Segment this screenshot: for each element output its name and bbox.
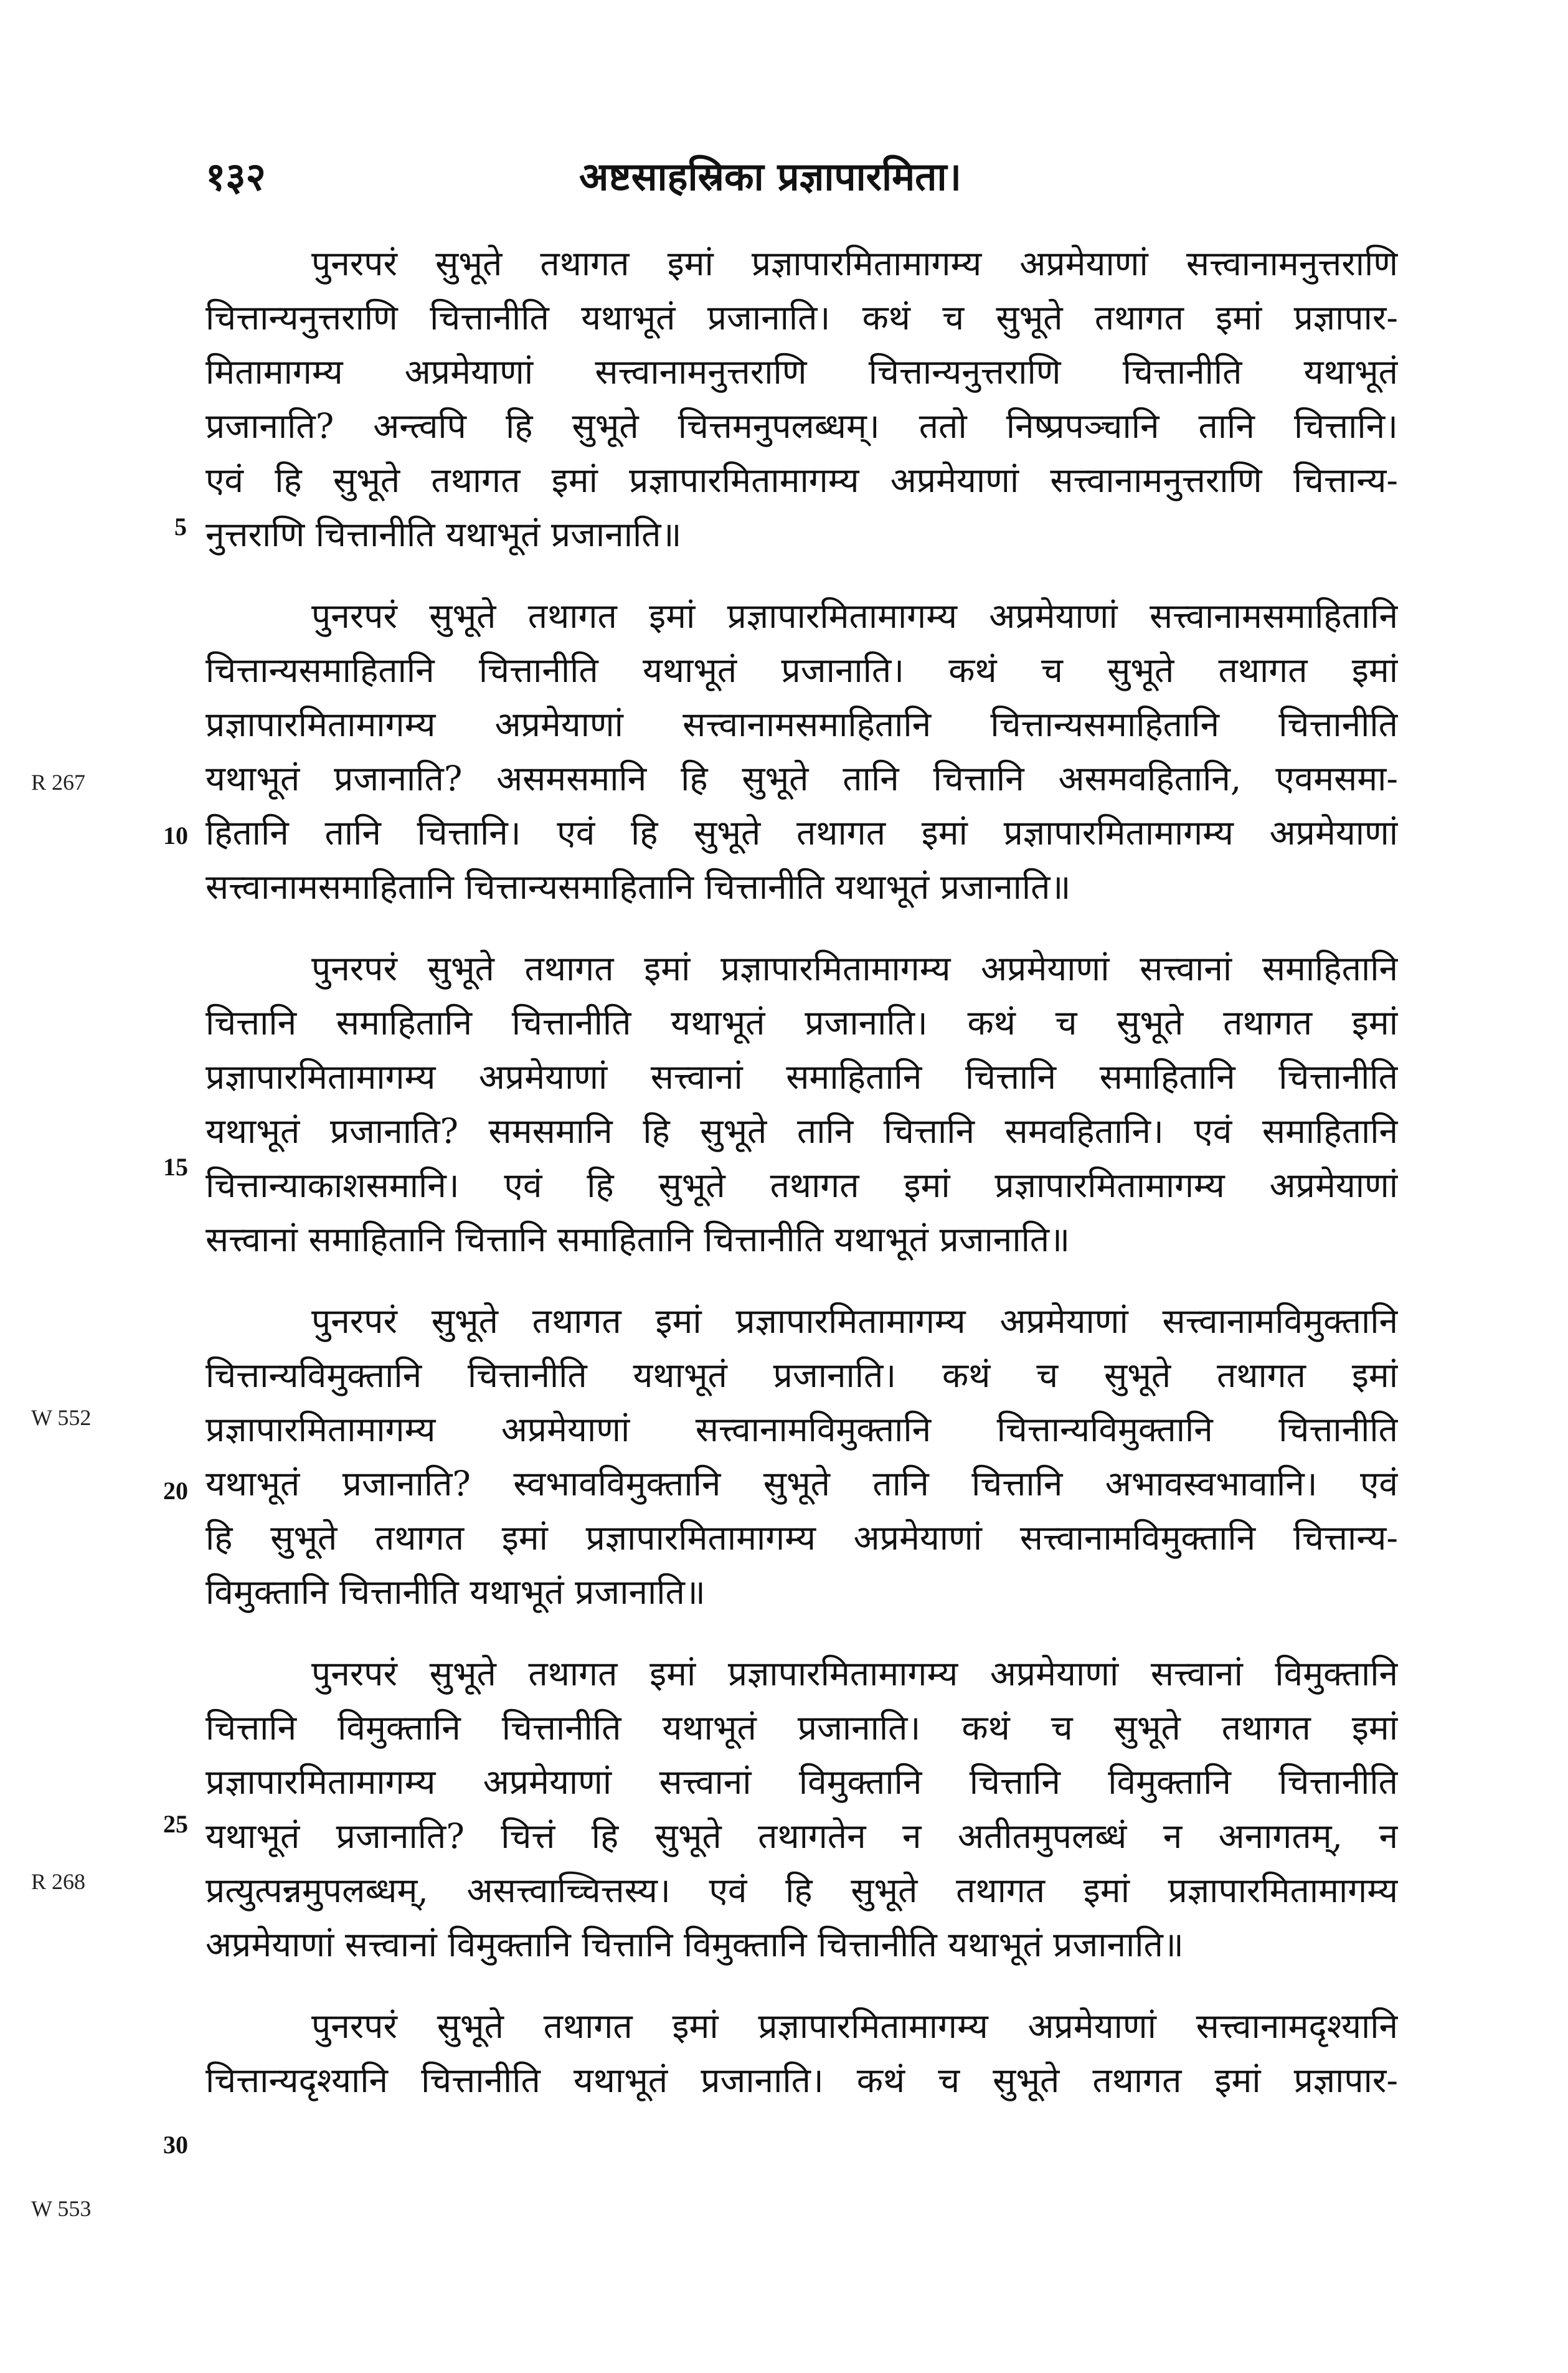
text-line: चित्तान्यदृश्यानि चित्तानीति यथाभूतं प्रजानाति। कथं च सुभूते तथागत इमां प्रज्ञापार- — [205, 2060, 1398, 2100]
page-number: १३२ — [205, 154, 266, 199]
line-number: 5 — [174, 513, 187, 541]
line-number: 10 — [163, 822, 188, 850]
text-line: यथाभूतं प्रजानाति? चित्तं हि सुभूते तथागतेन न अतीतमुपलब्धं न अनागतम्, न — [205, 1816, 1398, 1856]
text-line: पुनरपरं सुभूते तथागत इमां प्रज्ञापारमितामागम्य अप्रमेयाणां सत्त्वानामदृश्यानि — [311, 2006, 1398, 2046]
text-line: सत्त्वानां समाहितानि चित्तानि समाहितानि चित्तानीति यथाभूतं प्रजानाति॥ — [205, 1220, 1070, 1259]
text-line: हि सुभूते तथागत इमां प्रज्ञापारमितामागम्य अप्रमेयाणां सत्त्वानामविमुक्तानि चित्तान्य- — [205, 1518, 1398, 1558]
running-title: अष्टसाहस्रिका प्रज्ञापारमिता। — [579, 154, 962, 199]
paragraph — [205, 942, 1398, 1267]
page-header — [0, 149, 1568, 218]
text-line: एवं हि सुभूते तथागत इमां प्रज्ञापारमितामागम्य अप्रमेयाणां सत्त्वानामनुत्तराणि चित्तान्य- — [205, 460, 1398, 500]
text-line: यथाभूतं प्रजानाति? असमसमानि हि सुभूते तानि चित्तानि असमवहितानि, एवमसमा- — [205, 759, 1398, 798]
text-line: पुनरपरं सुभूते तथागत इमां प्रज्ञापारमितामागम्य अप्रमेयाणां सत्त्वानामविमुक्तानि — [311, 1301, 1398, 1341]
text-line: प्रज्ञापारमितामागम्य अप्रमेयाणां सत्त्वानामसमाहितानि चित्तान्यसमाहितानि चित्तानीति — [205, 704, 1398, 744]
paragraph — [205, 237, 1398, 562]
margin-ref-r267: R 267 — [31, 770, 86, 795]
margin-ref-w552: W 552 — [31, 1405, 92, 1430]
text-line: चित्तान्यविमुक्तानि चित्तानीति यथाभूतं प्रजानाति। कथं च सुभूते तथागत इमां — [205, 1355, 1398, 1395]
text-line: पुनरपरं सुभूते तथागत इमां प्रज्ञापारमितामागम्य अप्रमेयाणां सत्त्वानामसमाहितानि — [311, 596, 1398, 636]
paragraph — [205, 1999, 1398, 2108]
paragraph — [205, 1647, 1398, 1972]
text-body — [205, 237, 1398, 2135]
line-number: 30 — [163, 2131, 188, 2159]
text-line: विमुक्तानि चित्तानीति यथाभूतं प्रजानाति॥ — [205, 1572, 706, 1612]
text-line: यथाभूतं प्रजानाति? स्वभावविमुक्तानि सुभूते तानि चित्तानि अभावस्वभावानि। एवं — [205, 1464, 1398, 1504]
margin-ref-r268: R 268 — [31, 1869, 86, 1894]
text-line: यथाभूतं प्रजानाति? समसमानि हि सुभूते तानि चित्तानि समवहितानि। एवं समाहितानि — [205, 1111, 1398, 1151]
text-line: अप्रमेयाणां सत्त्वानां विमुक्तानि चित्तानि विमुक्तानि चित्तानीति यथाभूतं प्रजानाति॥ — [205, 1925, 1184, 1964]
text-line: सत्त्वानामसमाहितानि चित्तान्यसमाहितानि चित्तानीति यथाभूतं प्रजानाति॥ — [205, 867, 1071, 907]
line-number: 20 — [163, 1477, 188, 1505]
text-line: प्रजानाति? अन्त्वपि हि सुभूते चित्तमनुपलब्धम्। ततो निष्प्रपञ्चानि तानि चित्तानि। — [205, 406, 1398, 446]
text-line: चित्तान्यनुत्तराणि चित्तानीति यथाभूतं प्रजानाति। कथं च सुभूते तथागत इमां प्रज्ञापार- — [205, 298, 1398, 338]
text-line: पुनरपरं सुभूते तथागत इमां प्रज्ञापारमितामागम्य अप्रमेयाणां सत्त्वानां विमुक्तानि — [311, 1654, 1398, 1693]
text-line: चित्तान्यसमाहितानि चित्तानीति यथाभूतं प्रजानाति। कथं च सुभूते तथागत इमां — [205, 650, 1398, 690]
line-number: 15 — [163, 1153, 188, 1181]
paragraph — [205, 589, 1398, 914]
text-line: हितानि तानि चित्तानि। एवं हि सुभूते तथागत इमां प्रज्ञापारमितामागम्य अप्रमेयाणां — [205, 813, 1398, 853]
text-line: मितामागम्य अप्रमेयाणां सत्त्वानामनुत्तराणि चित्तान्यनुत्तराणि चित्तानीति यथाभूतं — [205, 352, 1398, 392]
paragraph — [205, 1294, 1398, 1619]
text-line: चित्तान्याकाशसमानि। एवं हि सुभूते तथागत इमां प्रज्ञापारमितामागम्य अप्रमेयाणां — [205, 1165, 1398, 1205]
text-line: चित्तानि विमुक्तानि चित्तानीति यथाभूतं प्रजानाति। कथं च सुभूते तथागत इमां — [205, 1708, 1398, 1748]
text-line: पुनरपरं सुभूते तथागत इमां प्रज्ञापारमितामागम्य अप्रमेयाणां सत्त्वानामनुत्तराणि — [311, 244, 1398, 283]
line-number: 25 — [163, 1810, 188, 1838]
text-line: चित्तानि समाहितानि चित्तानीति यथाभूतं प्रजानाति। कथं च सुभूते तथागत इमां — [205, 1003, 1398, 1043]
text-line: पुनरपरं सुभूते तथागत इमां प्रज्ञापारमितामागम्य अप्रमेयाणां सत्त्वानां समाहितानि — [311, 949, 1398, 988]
text-line: प्रज्ञापारमितामागम्य अप्रमेयाणां सत्त्वानामविमुक्तानि चित्तान्यविमुक्तानि चित्तानीति — [205, 1409, 1398, 1449]
text-line: नुत्तराणि चित्तानीति यथाभूतं प्रजानाति॥ — [205, 514, 682, 554]
margin-ref-w553: W 553 — [31, 2196, 92, 2221]
text-line: प्रज्ञापारमितामागम्य अप्रमेयाणां सत्त्वानां समाहितानि चित्तानि समाहितानि चित्तानीति — [205, 1057, 1398, 1097]
text-line: प्रत्युत्पन्नमुपलब्धम्, असत्त्वाच्चित्तस्य। एवं हि सुभूते तथागत इमां प्रज्ञापारमितामागम्य — [205, 1870, 1398, 1910]
text-line: प्रज्ञापारमितामागम्य अप्रमेयाणां सत्त्वानां विमुक्तानि चित्तानि विमुक्तानि चित्तानीति — [205, 1762, 1398, 1802]
